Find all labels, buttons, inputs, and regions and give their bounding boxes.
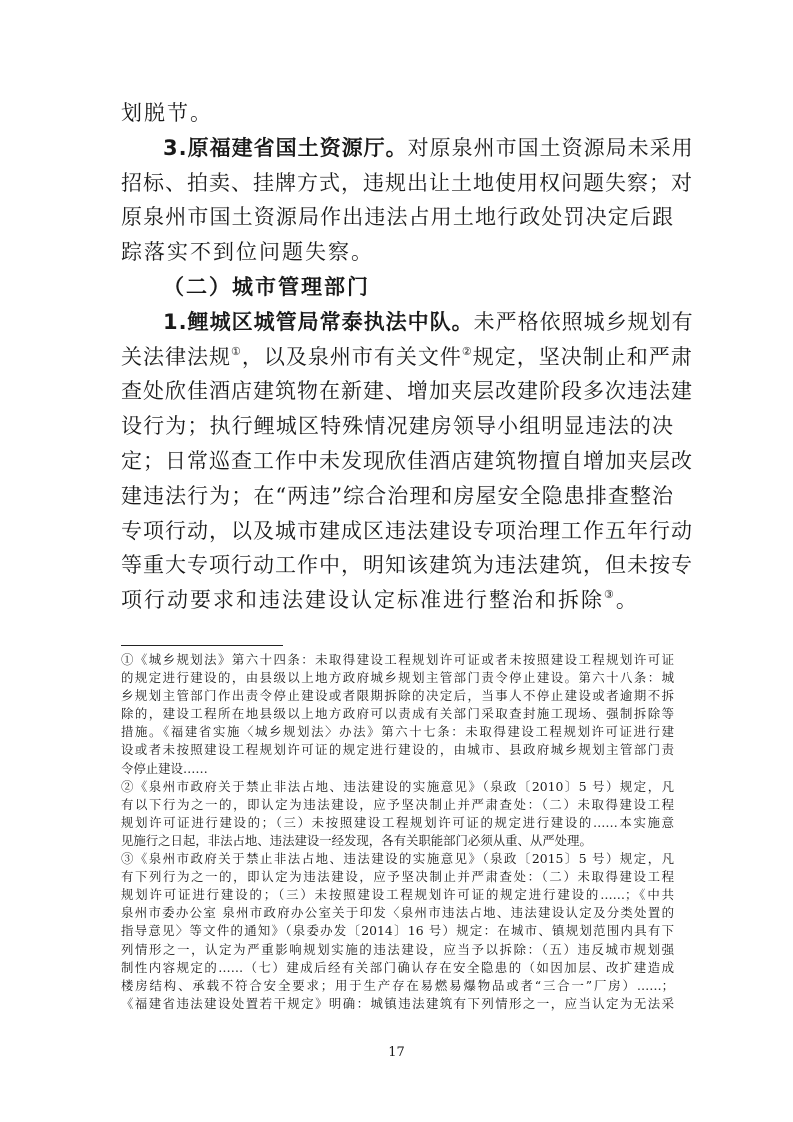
text-run: 原泉州市国土资源局作出违法占用土地行政处罚决定后跟 <box>121 205 674 230</box>
paragraph-line <box>121 96 674 131</box>
text-run: 规定，坚决制止和严肃 <box>472 344 693 369</box>
text-run: 设行为；执行鲤城区特殊情况建房领导小组明显违法的决 <box>121 414 674 439</box>
text-run: 踪落实不到位问题失察。 <box>121 240 374 265</box>
body-text <box>121 96 694 618</box>
text-run: 项行动要求和违法建设认定标准进行整治和拆除 <box>121 588 604 613</box>
paragraph-line <box>121 479 674 514</box>
text-run: 专项行动，以及城市建成区违法建设专项治理工作五年行动 <box>121 518 693 543</box>
footnote-line: 指导意见〉等文件的通知》（泉委办发〔2014〕16 号）规定：在城市、镇规划范围内具有下 <box>121 923 674 939</box>
footnote-line: 有以下行为之一的，即认定为违法建设，应予坚决制止并严肃查处：（二）未取得建设工程 <box>121 796 674 812</box>
text-run: ，以及泉州市有关文件 <box>241 344 462 369</box>
heading-text: （二）城市管理部门 <box>163 274 370 299</box>
paragraph-line <box>121 409 674 444</box>
text-run: 划脱节。 <box>121 101 213 125</box>
paragraph-line <box>121 444 693 479</box>
paragraph-line <box>121 583 674 618</box>
text-run: 建违法行为；在“两违”综合治理和房屋安全隐患排查整治 <box>121 483 674 508</box>
footnote-line: 措施。《福建省实施〈城乡规划法〉办法》第六十七条：未取得建设工程规划许可证进行建 <box>121 724 674 740</box>
text-run: 关法律法规 <box>121 344 231 369</box>
footnote-ref-1[interactable]: ① <box>231 344 242 358</box>
footnote-separator <box>121 645 283 646</box>
footnote-line: 楼房结构、承载不符合安全要求；用于生产存在易燃易爆物品或者“三合一”厂房）……； <box>121 977 674 993</box>
bold-lead: 3.原福建省国土资源厅。 <box>163 135 408 160</box>
footnote-line: 泉州市委办公室 泉州市政府办公室关于印发〈泉州市违法占地、违法建设认定及分类处置的 <box>121 905 674 921</box>
footnote-line: 见施行之日起，非法占地、违法建设一经发现，各有关职能部门必须从重、从严处理。 <box>121 832 592 848</box>
text-run: 查处欣佳酒店建筑物在新建、增加夹层改建阶段多次违法建 <box>121 379 693 404</box>
text-run: 等重大专项行动工作中，明知该建筑为违法建筑，但未按专 <box>121 553 693 578</box>
footnote-line: 除的，建设工程所在地县级以上地方政府可以责成有关部门采取查封施工现场、强制拆除等 <box>121 706 674 722</box>
paragraph-line <box>121 514 693 549</box>
text-run: 。 <box>615 588 639 613</box>
footnote-line: 制性内容规定的……（七）建成后经有关部门确认存在安全隐患的（如因加层、改扩建造成 <box>121 959 674 975</box>
paragraph-line <box>121 548 693 583</box>
page-number: 17 <box>388 1045 405 1060</box>
text-run: 对原泉州市国土资源局未采用 <box>407 135 694 160</box>
footnote-line: 令停止建设…… <box>121 760 208 776</box>
footnote-line: ②《泉州市政府关于禁止非法占地、违法建设的实施意见》（泉政〔2010〕5 号）规定，凡 <box>121 778 674 794</box>
text-run: 招标、拍卖、挂牌方式，违规出让土地使用权问题失察；对 <box>121 170 693 195</box>
paragraph-line <box>121 340 693 375</box>
paragraph-line <box>121 374 693 409</box>
text-run: 定；日常巡查工作中未发现欣佳酒店建筑物擅自增加夹层改 <box>121 448 693 473</box>
footnote-line: ③《泉州市政府关于禁止非法占地、违法建设的实施意见》（泉政〔2015〕5 号）规定，凡 <box>121 851 674 867</box>
section-heading <box>121 270 674 305</box>
footnote-line: 列情形之一，认定为严重影响规划实施的违法建设，应当予以拆除：（五）违反城市规划强 <box>121 941 674 957</box>
footnotes <box>121 651 674 1013</box>
footnote-line: 乡规划主管部门作出责令停止建设或者限期拆除的决定后，当事人不停止建设或者逾期不拆 <box>121 688 674 704</box>
footnote-line: 的规定进行建设的，由县级以上地方政府城乡规划主管部门责令停止建设。第六十八条：城 <box>121 670 674 686</box>
footnote-ref-2[interactable]: ② <box>461 344 473 358</box>
footnote-line: 有下列行为之一的，即认定为违法建设，应予坚决制止并严肃查处：（二）未取得建设工程 <box>121 869 674 885</box>
paragraph-line <box>121 305 694 340</box>
paragraph-line <box>121 166 693 201</box>
bold-lead: 1.鲤城区城管局常泰执法中队。 <box>163 309 474 334</box>
footnote-line: 《福建省违法建设处置若干规定》明确：城镇违法建筑有下列情形之一，应当认定为无法采 <box>121 995 674 1011</box>
paragraph-line <box>121 131 694 166</box>
footnote-line: ①《城乡规划法》第六十四条：未取得建设工程规划许可证或者未按照建设工程规划许可证 <box>121 652 674 667</box>
footnote-line: 规划许可证进行建设的；（三）未按照建设工程规划许可证的规定进行建设的……；《中共 <box>121 887 674 903</box>
footnote-line: 设或者未按照建设工程规划许可证的规定进行建设的，由城市、县政府城乡规划主管部门责 <box>121 742 674 758</box>
text-run: 未严格依照城乡规划有 <box>473 309 694 334</box>
paragraph-line <box>121 235 674 270</box>
footnote-line: 规划许可证进行建设的；（三）未按照建设工程规划许可证的规定进行建设的……本实施意 <box>121 814 674 830</box>
footnote-ref-3[interactable]: ③ <box>604 588 616 602</box>
paragraph-line <box>121 200 674 235</box>
